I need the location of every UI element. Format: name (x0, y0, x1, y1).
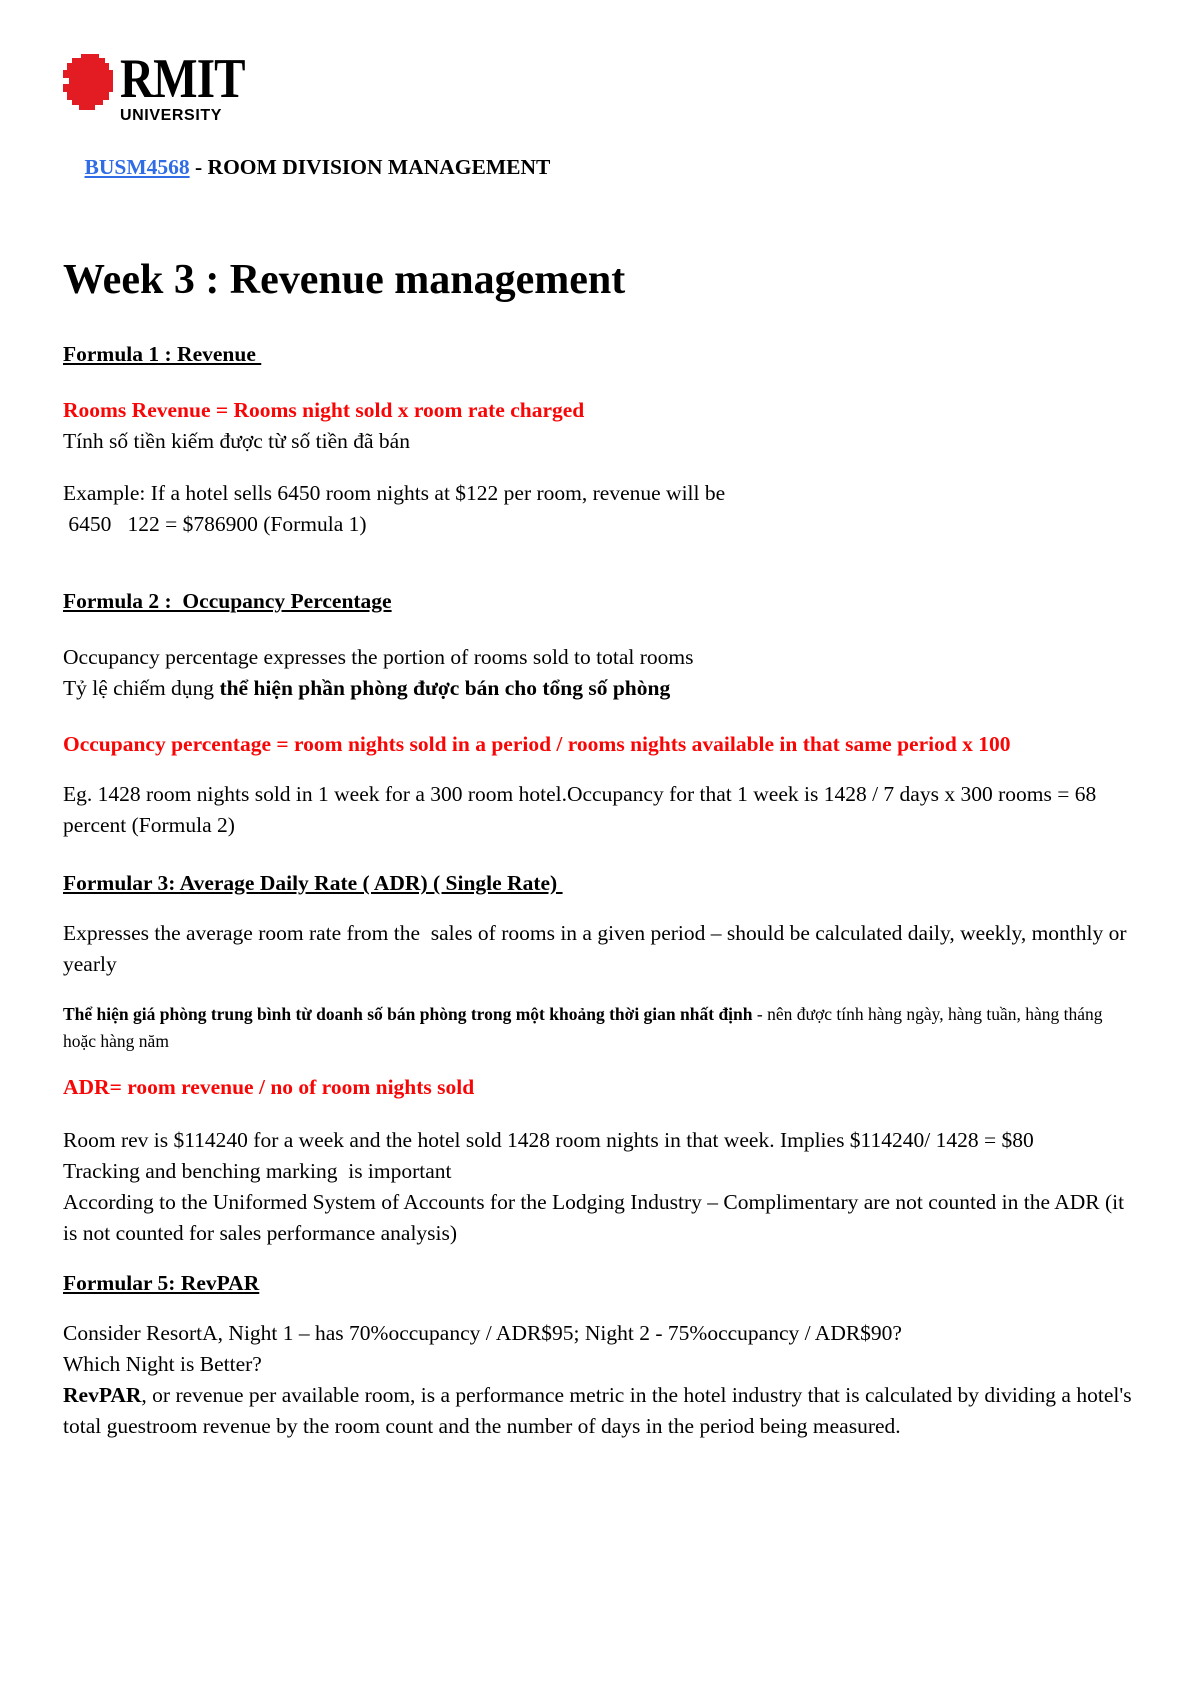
formula2-formula: Occupancy percentage = room nights sold in a period / rooms nights available in that same period x 100 (63, 732, 1011, 756)
formula5-revpar-paragraph (63, 1380, 1137, 1442)
formula3-example-line3: According to the Uniformed System of Accounts for the Lodging Industry – Complimentary are not counted in the ADR (it is not counted for sales performance analysis) (63, 1190, 1130, 1245)
rmit-university-text: UNIVERSITY (120, 107, 223, 124)
formula3-vietnamese-note (63, 1001, 1137, 1055)
formula5-body-line2: Which Night is Better? (63, 1352, 262, 1376)
formula2-heading: Formula 2 : Occupancy Percentage (63, 589, 392, 613)
course-title: ROOM DIVISION MANAGEMENT (207, 155, 551, 179)
formula1-example-line2: 6450 122 = $786900 (Formula 1) (63, 512, 367, 536)
rmit-brand-text: RMIT (120, 48, 245, 110)
rmit-logo (63, 48, 1137, 125)
formula3-heading: Formular 3: Average Daily Rate ( ADR) ( Single Rate) (63, 871, 563, 895)
course-separator: - (189, 155, 208, 179)
course-code-link[interactable]: BUSM4568 (84, 155, 190, 179)
revpar-bold-term: RevPAR (63, 1383, 142, 1407)
formula2-vietnamese-note (63, 673, 1137, 704)
formula2-example: Eg. 1428 room nights sold in 1 week for a 300 room hotel.Occupancy for that 1 week is 1428 / 7 days x 300 rooms = 68 percent (Formula 2) (63, 782, 1102, 837)
page-title: Week 3 : Revenue management (63, 257, 626, 303)
formula1-vietnamese-note: Tính số tiền kiếm được từ số tiền đã bán (63, 429, 410, 453)
rmit-logo-mark-icon (63, 54, 113, 110)
formula1-example-line1: Example: If a hotel sells 6450 room nights at $122 per room, revenue will be (63, 481, 726, 505)
formula2-body: Occupancy percentage expresses the portion of rooms sold to total rooms (63, 645, 694, 669)
formula2-vietnamese-regular: Tỷ lệ chiếm dụng (63, 676, 220, 700)
formula3-body: Expresses the average room rate from the sales of rooms in a given period – should be calculated daily, weekly, monthly or yearly (63, 921, 1132, 976)
formula3-example-line2: Tracking and benching marking is important (63, 1159, 452, 1183)
formula3-vietnamese-regular: - nên được tính hàng ngày, hàng tuần, hàng tháng hoặc hàng năm (63, 1004, 1107, 1051)
formula1-heading: Formula 1 : Revenue (63, 342, 262, 366)
revpar-definition: , or revenue per available room, is a performance metric in the hotel industry that is calculated by dividing a hotel's total guestroom revenue by the room count and the number of days in the period being measured. (63, 1383, 1137, 1438)
course-line (63, 130, 1137, 205)
formula1-formula: Rooms Revenue = Rooms night sold x room rate charged (63, 398, 585, 422)
formula3-vietnamese-bold: Thể hiện giá phòng trung bình từ doanh số bán phòng trong một khoảng thời gian nhất định (63, 1004, 753, 1024)
formula5-body-line1: Consider ResortA, Night 1 – has 70%occupancy / ADR$95; Night 2 - 75%occupancy / ADR$90? (63, 1321, 902, 1345)
formula3-formula: ADR= room revenue / no of room nights sold (63, 1075, 475, 1099)
rmit-logo-text (120, 48, 268, 125)
formula3-example-line1: Room rev is $114240 for a week and the hotel sold 1428 room nights in that week. Implies $114240/ 1428 = $80 (63, 1128, 1034, 1152)
formula2-vietnamese-bold: thể hiện phần phòng được bán cho tổng số phòng (219, 676, 671, 700)
formula5-heading: Formular 5: RevPAR (63, 1271, 260, 1295)
